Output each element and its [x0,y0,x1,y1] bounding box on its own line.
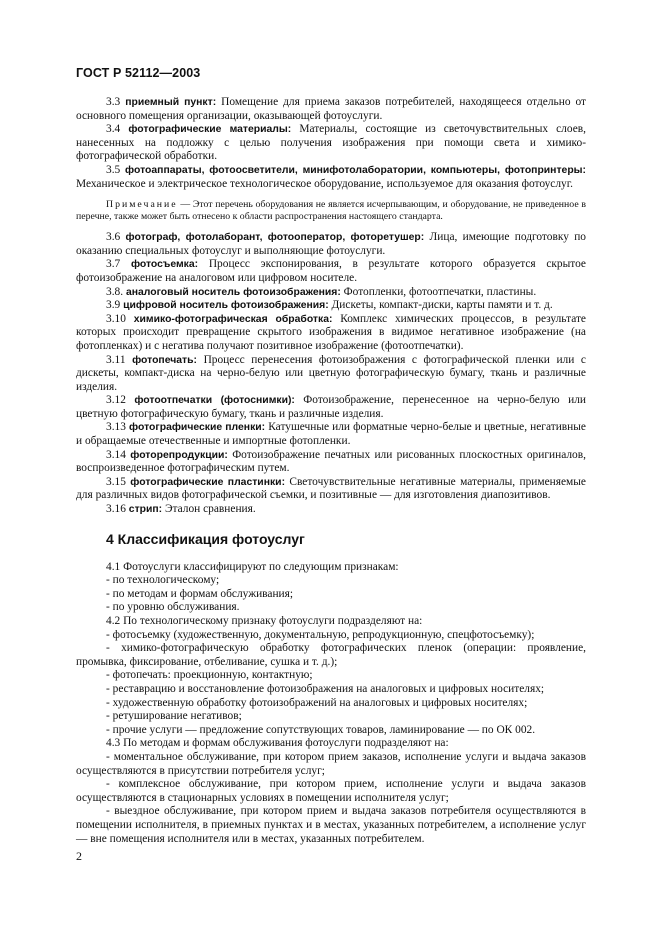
definition-number: 3.15 [106,475,126,488]
definition-text: Механическое и электрическое технологическое оборудование, используемое для оказания фотоуслуг. [76,177,573,190]
definition-text: Процесс экспонирования, в результате которого образуется скрытое фотоизображение на аналоговом или цифровом носителе. [76,258,586,284]
section-4-paragraph: - выездное обслуживание, при котором прием и выдача заказов потребителя осуществляются в помещении исполнителя, в приемных пунктах и в местах, указанных потребителем, а исполнение услуг — вне помещения исполнителя или в местах, указанных потребителем. [76,805,586,845]
section-4-title: 4 Классификация фотоуслуг [106,530,305,547]
document-body [76,96,586,846]
definition-text: Фотоизображение печатных или рисованных плоскостных оригиналов, воспроизведенное фотографическим путем. [76,448,586,475]
definition-number: 3.4 [106,123,121,136]
section-4-paragraph: - по технологическому; [106,574,220,587]
definition-term: цифровой носитель фотоизображения: [123,300,329,312]
note-label: Примечание [106,199,178,211]
definition-3-8 [76,286,586,300]
definition-number: 3.10 [106,312,126,325]
section-4-paragraph: - ретуширование негативов; [106,710,242,723]
page-number: 2 [76,849,82,863]
section-4-paragraph: - по методам и формам обслуживания; [106,587,294,600]
definition-number: 3.5 [106,163,121,176]
section-4-paragraph: - фотопечать: проекционную, контактную; [106,669,313,682]
definition-number: 3.9 [106,299,121,312]
definition-text: Материалы, состоящие из светочувствительных слоев, нанесенных на подложку с целью получения изображения при помощи света и химико-фотографической обработки. [76,123,586,163]
definition-number: 3.14 [106,448,126,461]
definition-number: 3.11 [106,353,126,366]
section-4-paragraph: - комплексное обслуживание, при котором прием, исполнение услуги и выдача заказов осуществляются в стационарных условиях в помещении исполнителя услуг; [76,778,586,804]
definition-number: 3.6 [106,231,121,244]
definition-3-7 [76,258,586,285]
definition-3-9 [76,299,586,313]
section-4-paragraph: - фотосъемку (художественную, документальную, репродукционную, спецфотосъемку); [106,628,535,641]
definition-3-16 [76,503,586,517]
definition-term: стрип: [128,504,163,516]
definition-text: Фотоизображение, перенесенное на черно-белую или цветную фотографическую бумагу, ткань и различные изделия. [76,394,586,420]
section-4-paragraph: 4.1 Фотоуслуги классифицируют по следующим признакам: [106,560,399,573]
definition-3-15 [76,476,586,503]
definition-3-11 [76,354,586,395]
section-4-paragraph: - художественную обработку фотоизображений на аналоговых и цифровых носителях; [106,696,528,709]
section-4-paragraph: - по уровню обслуживания. [106,601,240,614]
definition-number: 3.7 [106,258,121,271]
definition-number: 3.3 [106,96,121,108]
definition-term: аналоговый носитель фотоизображения: [125,286,341,298]
definition-text: Катушечные или форматные черно-белые и цветные, негативные и обращаемые отечественные и импортные фотопленки. [76,421,586,448]
note [76,199,586,223]
definition-3-6 [76,231,586,258]
definition-text: Дискеты, компакт-диски, карты памяти и т. д. [331,299,553,312]
definition-term: фотопечать: [132,354,197,366]
section-4-paragraph: 4.3 По методам и формам обслуживания фотоуслуги подразделяют на: [106,737,449,750]
definition-term: фотограф, фотолаборант, фотооператор, фоторетушер: [125,232,425,244]
definition-text: Светочувствительные негативные материалы, применяемые для различных видов фотографической съемки, и позитивные — для изготовления диапозитивов. [76,475,586,502]
definition-text: Фотопленки, фотоотпечатки, пластины. [343,285,537,298]
definition-3-3 [76,96,586,123]
definition-number: 3.13 [106,421,126,434]
definition-number: 3.8. [106,285,124,298]
section-4-paragraph: - моментальное обслуживание, при котором прием заказов, исполнение услуги и выдача заказов осуществляются в присутствии потребителя услуг; [76,750,586,777]
definition-3-13 [76,421,586,448]
definition-text: Процесс перенесения фотоизображения с фотографической пленки или с дискеты, компакт-диска на черно-белую или цветную фотографическую бумагу, ткань и различные изделия. [76,353,586,393]
definition-term: фотографические пленки: [129,422,266,434]
definition-term: химико-фотографическая обработка: [133,313,333,325]
section-4-paragraph: - химико-фотографическую обработку фотографических пленок (операции: проявление, промывка, фиксирование, отбеливание, сушка и т. д.); [76,642,586,668]
definition-3-14 [76,449,586,476]
definition-3-10 [76,313,586,354]
definition-term: фотосъемка: [130,259,199,271]
section-4-paragraph: - прочие услуги — предложение сопутствующих товаров, ламинирование — по ОК 002. [106,723,536,736]
definition-term: фоторепродукции: [130,449,228,461]
section-4-paragraph: 4.2 По технологическому признаку фотоуслуги подразделяют на: [106,615,423,627]
definition-text: Комплекс химических процессов, в результате которых происходит превращение скрытого изображения в видимое негативное изображение (на фотопленках) и с негатива получают позитивное изображение (фотоотпечатки). [76,312,586,352]
definition-3-5 [76,164,586,191]
definition-text: Лица, имеющие подготовку по оказанию специальных фотоуслуг и выполняющие фотоуслуги. [76,231,586,257]
definition-3-12 [76,394,586,421]
document-header: ГОСТ Р 52112—2003 [76,66,201,80]
definition-text: Эталон сравнения. [165,503,256,516]
definition-number: 3.12 [106,394,126,407]
section-4-paragraph: - реставрацию и восстановление фотоизображения на аналоговых и цифровых носителях; [106,682,545,695]
note-text: — Этот перечень оборудования не является исчерпывающим, и оборудование, не приведенное в перечне, также может быть отнесено к области распространения настоящего стандарта. [76,199,586,223]
definition-3-4 [76,123,586,164]
definition-term: приемный пункт: [125,97,217,108]
definition-term: фотоотпечатки (фотоснимки): [134,395,295,407]
definition-term: фотоаппараты, фотоосветители, минифотолаборатории, компьютеры, фотопринтеры: [125,164,586,176]
definition-term: фотографические пластинки: [130,476,286,488]
definition-number: 3.16 [106,503,126,516]
definition-text: Помещение для приема заказов потребителей, находящееся отдельно от основного помещения организации, оказывающей фотоуслуги. [76,96,586,122]
definition-term: фотографические материалы: [128,124,292,136]
